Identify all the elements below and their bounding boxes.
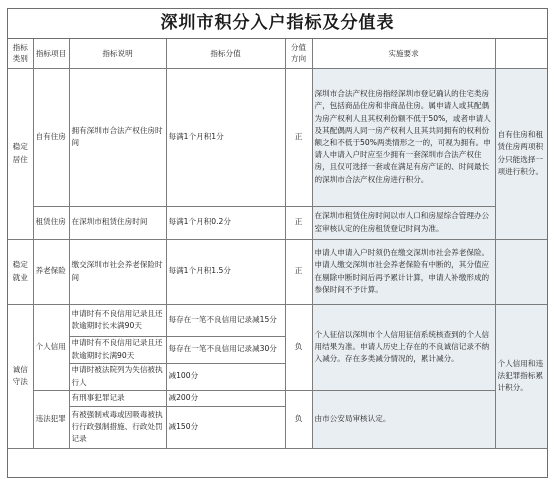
score-credit-1: 每存在一笔不良信用记录减15分 xyxy=(166,304,285,336)
header-direction: 分值方向 xyxy=(285,39,312,68)
item-personal-credit: 个人信用 xyxy=(33,304,69,390)
desc-credit-1: 申请时有不良信用记录且还款逾期时长未满90天 xyxy=(69,304,166,336)
req-rent-home: 在深圳市租赁住房时间以市人口和房屋综合管理办公室审核认定的住房租赁登记时间为准。 xyxy=(312,206,495,239)
table-row xyxy=(8,390,547,406)
header-score: 指标分值 xyxy=(166,39,285,68)
desc-own-home: 拥有深圳市合法产权住房时间 xyxy=(69,68,166,206)
header-requirement: 实施要求 xyxy=(312,39,495,68)
header-category: 指标类别 xyxy=(8,39,33,68)
direction-crime: 负 xyxy=(285,390,312,448)
req-pension: 申请人申请入户时须仍在缴交深圳市社会养老保险。申请人缴交深圳市社会养老保险有中断的，其分值应在剔除中断时间后再予累计计算，申请人补缴形成的参保时间不予计算。 xyxy=(312,239,495,304)
table-row xyxy=(8,68,547,206)
direction-pension: 正 xyxy=(285,239,312,304)
header-note xyxy=(495,39,547,68)
direction-rent-home: 正 xyxy=(285,206,312,239)
category-stable-living: 稳定居住 xyxy=(8,68,33,239)
category-integrity: 诚信守法 xyxy=(8,304,33,448)
score-rent-home: 每满1个月积0.2分 xyxy=(166,206,285,239)
desc-credit-3: 申请时被法院列为失信被执行人 xyxy=(69,363,166,390)
header-desc: 指标说明 xyxy=(69,39,166,68)
desc-pension: 缴交深圳市社会养老保险时间 xyxy=(69,239,166,304)
desc-crime-2: 有被强制戒毒或因吸毒被执行行政强制措施、行政处罚记录 xyxy=(69,406,166,448)
note-pension xyxy=(495,239,547,304)
desc-rent-home: 在深圳市租赁住房时间 xyxy=(69,206,166,239)
item-rent-home: 租赁住房 xyxy=(33,206,69,239)
header-item: 指标项目 xyxy=(33,39,69,68)
score-table-document xyxy=(7,8,548,478)
category-stable-employment: 稳定就业 xyxy=(8,239,33,304)
table-row xyxy=(8,239,547,304)
direction-credit: 负 xyxy=(285,304,312,390)
req-credit: 个人征信以深圳市个人信用征信系统核查到的个人信用结果为准。申请人历史上存在的不良诚信记录不纳入减分。存在多类减分情况的，累计减分。 xyxy=(312,304,495,390)
score-own-home: 每满1个月积1分 xyxy=(166,68,285,206)
score-table xyxy=(8,39,547,449)
score-crime-1: 减200分 xyxy=(166,390,285,406)
header-row xyxy=(8,39,547,68)
item-crime: 违法犯罪 xyxy=(33,390,69,448)
table-row xyxy=(8,206,547,239)
desc-credit-2: 申请时有不良信用记录且还款逾期时长满90天 xyxy=(69,336,166,363)
table-row xyxy=(8,304,547,336)
note-home: 自有住房和租赁住房两项积分只能选择一项进行积分。 xyxy=(495,68,547,239)
note-credit-crime: 个人信用和违法犯罪指标累计积分。 xyxy=(495,304,547,448)
req-own-home: 深圳市合法产权住房指经深圳市登记确认的住宅类房产，包括商品住房和非商品住房。属申请人或其配偶为房产权利人且其权利份额不低于50%，或者申请人及其配偶两人同一房产权利人且其共同拥有的权利份额之和不低于50%两类情形之一的，可视为拥有。申请人申请入户时应至少拥有一套深圳市合法产权住房，且仅可选择一套或在满足有房产证的、时间最长的深圳市合法产权住房进行积分。 xyxy=(312,68,495,206)
desc-crime-1: 有刑事犯罪记录 xyxy=(69,390,166,406)
document-title: 深圳市积分入户指标及分值表 xyxy=(8,9,547,39)
req-crime: 由市公安局审核认定。 xyxy=(312,390,495,448)
score-crime-2: 减150分 xyxy=(166,406,285,448)
item-pension: 养老保险 xyxy=(33,239,69,304)
direction-own-home: 正 xyxy=(285,68,312,206)
score-credit-2: 每存在一笔不良信用记录减30分 xyxy=(166,336,285,363)
score-credit-3: 减100分 xyxy=(166,363,285,390)
item-own-home: 自有住房 xyxy=(33,68,69,206)
score-pension: 每满1个月积1.5分 xyxy=(166,239,285,304)
